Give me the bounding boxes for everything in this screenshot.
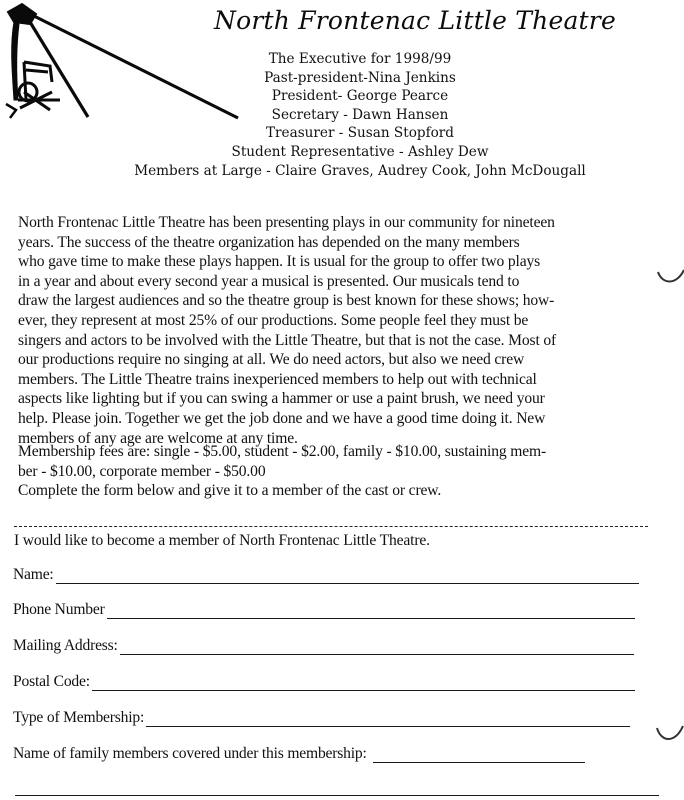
paragraph-line: ever, they represent at most 25% of our productions. Some people feel they must be — [18, 311, 529, 329]
paragraph-line: our productions require no singing at all. We do need actors, but also we need crew — [18, 351, 525, 369]
paragraph-line: who gave time to make these plays happen. It is usual for the group to offer two plays — [18, 253, 541, 271]
membership-type-input[interactable] — [146, 712, 630, 727]
executive-member: Treasurer - Susan Stopford — [265, 125, 455, 142]
cut-line-divider — [14, 526, 648, 527]
executive-heading: The Executive for 1998/99 — [268, 51, 452, 67]
paragraph-line: years. The success of the theatre organization has depended on the many members — [18, 233, 520, 251]
executive-list — [60, 50, 660, 180]
membership-fees — [18, 442, 678, 501]
paragraph-line: singers and actors to be involved with the Little Theatre, but that is not the case. Most of — [18, 331, 557, 349]
postal-code-field — [13, 673, 635, 691]
family-members-extra-input[interactable] — [15, 781, 659, 796]
paragraph-line: North Frontenac Little Theatre has been presenting plays in our community for nineteen — [18, 214, 555, 231]
membership-type-label: Type of Membership: — [13, 709, 145, 726]
phone-field — [13, 601, 635, 619]
page-title: North Frontenac Little Theatre — [214, 6, 616, 35]
phone-input[interactable] — [107, 604, 635, 619]
form-intro: I would like to become a member of North Frontenac Little Theatre. — [14, 532, 430, 549]
paragraph-line: members. The Little Theatre trains inexperienced members to help out with technical — [18, 370, 537, 388]
paragraph-line: help. Please join. Together we get the job done and we have a good time doing it. New — [18, 409, 546, 427]
name-input[interactable] — [56, 569, 639, 584]
binder-hole-mark-icon — [656, 264, 684, 288]
fees-line: Membership fees are: single - $5.00, student - $2.00, family - $10.00, sustaining mem- — [18, 443, 547, 460]
executive-member: Members at Large - Claire Graves, Audrey Cook, John McDougall — [134, 162, 586, 179]
executive-member: Secretary - Dawn Hansen — [271, 106, 449, 123]
family-members-extra-field — [13, 781, 659, 796]
postal-code-input[interactable] — [92, 676, 635, 691]
executive-member: President- George Pearce — [271, 88, 449, 105]
paragraph-line: members of any age are welcome at any time. — [18, 429, 298, 447]
name-field — [13, 566, 639, 584]
family-members-label: Name of family members covered under this membership: — [13, 745, 367, 762]
executive-member: Past-president-Nina Jenkins — [264, 69, 456, 86]
family-members-input[interactable] — [373, 748, 585, 763]
name-label: Name: — [13, 566, 54, 583]
mailing-address-field — [13, 637, 634, 655]
fees-line: ber - $10.00, corporate member - $50.00 — [18, 462, 266, 480]
intro-paragraph — [18, 213, 678, 448]
paragraph-line: draw the largest audiences and so the theatre group is best known for these shows; how- — [18, 292, 555, 310]
fees-line: Complete the form below and give it to a member of the cast or crew. — [18, 482, 442, 500]
membership-type-field — [13, 709, 630, 727]
paragraph-line: aspects like lighting but if you can swing a hammer or use a paint brush, we need your — [18, 390, 545, 408]
family-members-field — [13, 745, 585, 763]
mailing-address-label: Mailing Address: — [13, 637, 118, 654]
mailing-address-input[interactable] — [120, 640, 634, 655]
paragraph-line: in a year and about every second year a musical is presented. Our musicals tend to — [18, 272, 520, 290]
executive-member: Student Representative - Ashley Dew — [231, 143, 489, 160]
postal-code-label: Postal Code: — [13, 673, 90, 690]
phone-label: Phone Number — [13, 601, 105, 618]
binder-hole-mark-icon — [655, 722, 684, 746]
